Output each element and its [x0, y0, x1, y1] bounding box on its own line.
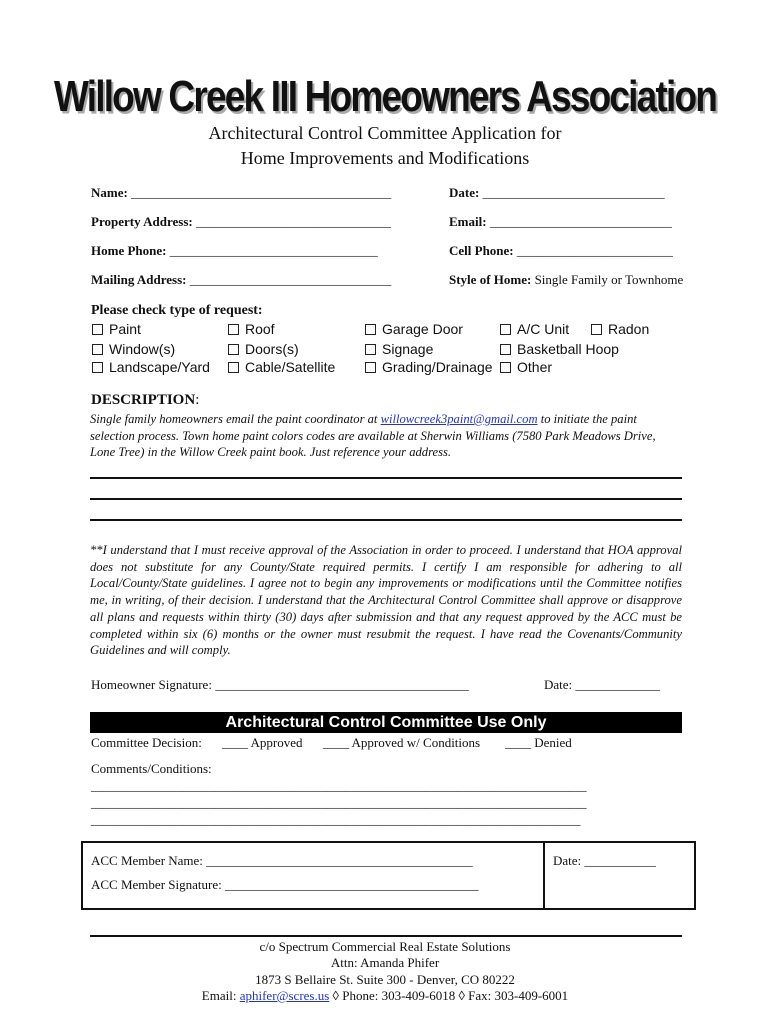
- checkbox-signage[interactable]: [365, 341, 433, 357]
- checkbox-roof[interactable]: [228, 321, 275, 337]
- checkbox-label: Roof: [245, 321, 275, 337]
- style-of-home-label: Style of Home:: [449, 272, 532, 287]
- mailing-address-field[interactable]: [91, 272, 391, 288]
- mailing-address-blank[interactable]: _______________________________: [189, 272, 392, 287]
- checkbox-label: Cable/Satellite: [245, 359, 336, 375]
- description-line-3[interactable]: [90, 519, 682, 521]
- cell-phone-field[interactable]: [449, 243, 673, 259]
- form-subtitle-line2: Home Improvements and Modifications: [240, 148, 530, 168]
- acc-member-date-field[interactable]: [553, 853, 656, 869]
- checkbox-square-icon[interactable]: [365, 362, 376, 373]
- name-label: Name:: [91, 185, 128, 200]
- association-title: Willow Creek III Homeowners Association: [53, 72, 717, 121]
- footer-attn: Attn: Amanda Phifer: [330, 955, 440, 970]
- homeowner-signature-field[interactable]: [91, 677, 469, 693]
- checkbox-grading[interactable]: [365, 359, 493, 375]
- acc-member-name-field[interactable]: [91, 853, 473, 869]
- style-of-home-value: Single Family or Townhome: [534, 272, 684, 287]
- checkbox-square-icon[interactable]: [228, 344, 239, 355]
- checkbox-label: Doors(s): [245, 341, 299, 357]
- acc-member-box: [81, 841, 696, 910]
- comments-line-2[interactable]: ________________________________________________________________________________: [91, 796, 587, 810]
- email-blank[interactable]: ____________________________: [489, 214, 672, 229]
- email-label: Email:: [449, 214, 487, 229]
- checkbox-square-icon[interactable]: [228, 362, 239, 373]
- checkbox-square-icon[interactable]: [365, 344, 376, 355]
- footer-company: c/o Spectrum Commercial Real Estate Solutions: [259, 939, 511, 954]
- description-heading: [91, 392, 199, 409]
- footer-rule: [90, 935, 682, 937]
- checkbox-landscape[interactable]: [92, 359, 210, 375]
- homeowner-signature-blank[interactable]: _______________________________________: [215, 677, 469, 692]
- comments-line-3[interactable]: _______________________________________________________________________________: [91, 813, 581, 827]
- acc-member-signature-blank[interactable]: _______________________________________: [224, 877, 479, 892]
- description-text-before: Single family homeowners email the paint coordinator at: [90, 412, 381, 426]
- checkbox-basketball-hoop[interactable]: [500, 341, 619, 357]
- home-phone-field[interactable]: [91, 243, 378, 259]
- agreement-text: **I understand that I must receive approval of the Association in order to proceed. I understand that HOA approval does not substitute for any County/State required permits. I certify I am responsible for adhering to all Local/County/State guidelines. I agree not to begin any improvements or modifications until the Committee notifies me, in writing, of their decision. I understand that the Architectural Control Committee shall approve or disapprove all plans and requests within thirty (30) days after submission and that any request approved by the ACC must be completed within six (6) months or the owner must resubmit the request. I have read the Covenants/Community Guidelines and will comply.: [90, 543, 682, 658]
- checkbox-square-icon[interactable]: [92, 362, 103, 373]
- form-subtitle-line1: Architectural Control Committee Application for: [208, 123, 562, 143]
- name-field[interactable]: [91, 185, 391, 201]
- acc-member-name-blank[interactable]: _________________________________________: [206, 853, 473, 868]
- description-line-1[interactable]: [90, 477, 682, 479]
- acc-member-name-label: ACC Member Name:: [91, 853, 203, 868]
- decision-denied[interactable]: ____ Denied: [505, 735, 572, 750]
- checkbox-cable[interactable]: [228, 359, 335, 375]
- checkbox-square-icon[interactable]: [500, 324, 511, 335]
- checkbox-square-icon[interactable]: [92, 324, 103, 335]
- checkbox-garage-door[interactable]: [365, 321, 463, 337]
- footer-contact: [0, 988, 770, 1004]
- style-of-home-field: [449, 272, 683, 288]
- description-heading-colon: :: [195, 392, 200, 408]
- decision-approved-conditions[interactable]: ____ Approved w/ Conditions: [323, 735, 481, 750]
- checkbox-label: Landscape/Yard: [109, 359, 210, 375]
- checkbox-windows[interactable]: [92, 341, 175, 357]
- property-address-field[interactable]: [91, 214, 391, 230]
- acc-use-only-bar: Architectural Control Committee Use Only: [90, 712, 682, 733]
- date-label: Date:: [449, 185, 480, 200]
- checkbox-other[interactable]: [500, 359, 552, 375]
- acc-member-signature-label: ACC Member Signature:: [91, 877, 222, 892]
- checkbox-label: Basketball Hoop: [517, 341, 619, 357]
- checkbox-label: Grading/Drainage: [382, 359, 493, 375]
- checkbox-square-icon[interactable]: [228, 324, 239, 335]
- description-heading-text: DESCRIPTION: [91, 392, 196, 408]
- homeowner-signature-label: Homeowner Signature:: [91, 677, 212, 692]
- checkbox-square-icon[interactable]: [500, 362, 511, 373]
- checkbox-label: Radon: [608, 321, 650, 337]
- checkbox-square-icon[interactable]: [591, 324, 602, 335]
- checkbox-label: A/C Unit: [517, 321, 570, 337]
- mailing-address-label: Mailing Address:: [91, 272, 187, 287]
- checkbox-label: Other: [517, 359, 553, 375]
- footer-email-label: Email:: [201, 988, 237, 1003]
- description-text-after: to initiate the paint selection process. Town home paint colors codes are available at Sherwin Williams (7580 Park Meadows Drive, Lone Tree) in the Willow Creek paint book. Just reference your address.: [90, 412, 656, 459]
- footer-phone-fax: ◊ Phone: 303-409-6018 ◊ Fax: 303-409-6001: [332, 988, 569, 1003]
- home-phone-label: Home Phone:: [91, 243, 167, 258]
- cell-phone-blank[interactable]: ________________________: [516, 243, 673, 258]
- checkbox-label: Window(s): [109, 341, 176, 357]
- request-type-heading: Please check type of request:: [91, 303, 263, 318]
- checkbox-doors[interactable]: [228, 341, 299, 357]
- homeowner-date-field[interactable]: [544, 677, 660, 693]
- comments-line-1[interactable]: ________________________________________________________________________________: [91, 779, 587, 793]
- checkbox-label: Paint: [109, 321, 141, 337]
- footer-address: 1873 S Bellaire St. Suite 300 - Denver, CO 80222: [255, 972, 515, 987]
- checkbox-label: Garage Door: [382, 321, 463, 337]
- acc-member-box-divider: [543, 841, 545, 910]
- checkbox-square-icon[interactable]: [92, 344, 103, 355]
- checkbox-ac-unit[interactable]: [500, 321, 569, 337]
- home-phone-blank[interactable]: ________________________________: [169, 243, 378, 258]
- property-address-blank[interactable]: ______________________________: [195, 214, 391, 229]
- acc-member-date-label: Date:: [553, 853, 582, 868]
- homeowner-date-label: Date:: [544, 677, 573, 692]
- acc-member-signature-field[interactable]: [91, 877, 478, 893]
- acc-member-date-blank[interactable]: ___________: [584, 853, 656, 868]
- decision-approved[interactable]: ____ Approved: [222, 735, 303, 750]
- checkbox-radon[interactable]: [591, 321, 649, 337]
- comments-conditions-label: Comments/Conditions:: [91, 761, 212, 776]
- name-blank[interactable]: ________________________________________: [131, 185, 392, 200]
- description-line-2[interactable]: [90, 498, 682, 500]
- paint-coordinator-email-link[interactable]: willowcreek3paint@gmail.com: [380, 412, 538, 426]
- property-address-label: Property Address:: [91, 214, 193, 229]
- date-blank[interactable]: ____________________________: [482, 185, 665, 200]
- committee-decision-label: Committee Decision:: [91, 735, 202, 750]
- description-text: [90, 411, 682, 461]
- checkbox-label: Signage: [382, 341, 434, 357]
- email-field[interactable]: [449, 214, 672, 230]
- checkbox-square-icon[interactable]: [500, 344, 511, 355]
- homeowner-date-blank[interactable]: _____________: [575, 677, 660, 692]
- checkbox-square-icon[interactable]: [365, 324, 376, 335]
- cell-phone-label: Cell Phone:: [449, 243, 514, 258]
- footer-email-link[interactable]: aphifer@scres.us: [239, 988, 330, 1003]
- date-field[interactable]: [449, 185, 665, 201]
- checkbox-paint[interactable]: [92, 321, 141, 337]
